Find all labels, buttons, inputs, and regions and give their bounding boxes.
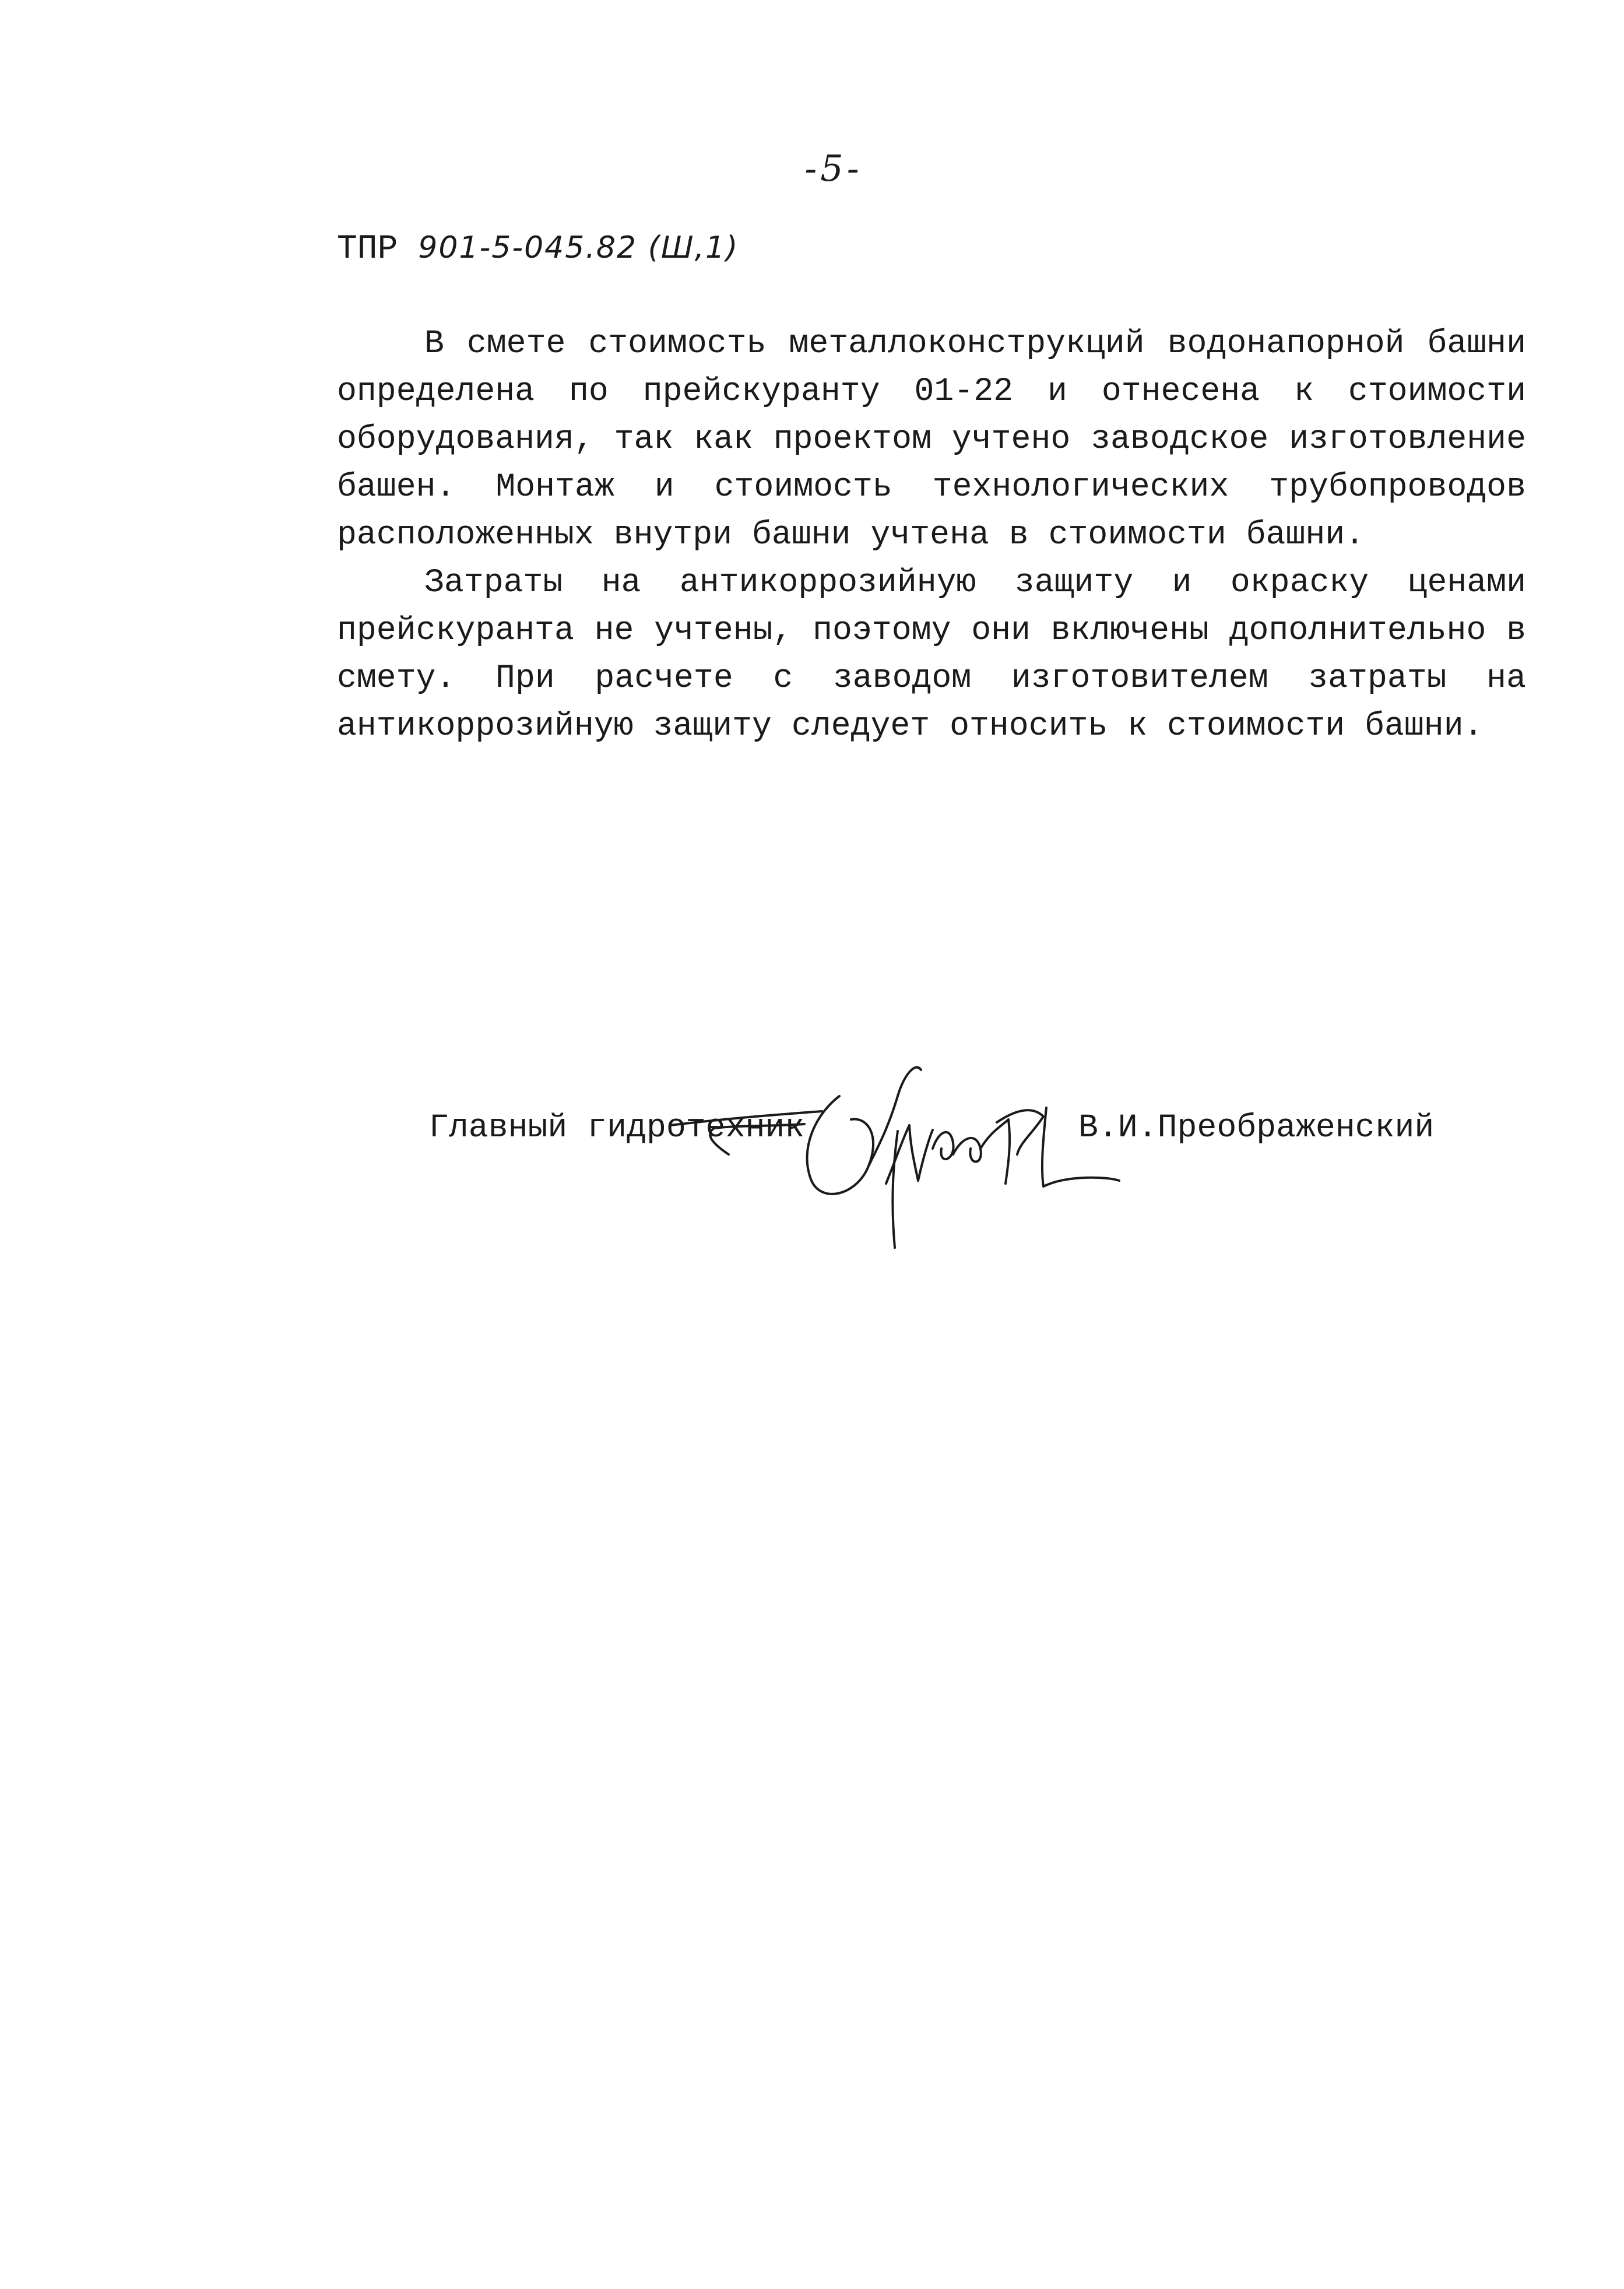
signatory-name: В.И.Преображенский — [1078, 1109, 1435, 1146]
document-code-number: 901-5-045.82 (Ш,1) — [418, 230, 739, 265]
body-text — [337, 320, 1526, 750]
paragraph-2: Затраты на антикоррозийную защиту и окраску ценами прейскуранта не учтены, поэтому они включены дополнительно в смету. При расчете с заводом изготовителем затраты на антикоррозийную защиту следует относить к стоимости башни. — [337, 564, 1526, 745]
signature-block — [0, 1096, 1624, 1271]
page-number: -5- — [804, 147, 863, 189]
signatory-title: Главный гидротехник — [429, 1109, 805, 1146]
handwritten-signature — [659, 1061, 1125, 1271]
document-code — [337, 230, 739, 268]
paragraph-1: В смете стоимость металлоконструкций водонапорной башни определена по прейскуранту 01-22 и отнесена к стоимости оборудования, так как проектом учтено заводское изготовление башен. Монтаж и стоимость технологических трубопроводов расположенных внутри башни учтена в стоимости башни. — [337, 325, 1526, 553]
document-code-prefix: ТПР — [337, 230, 398, 268]
